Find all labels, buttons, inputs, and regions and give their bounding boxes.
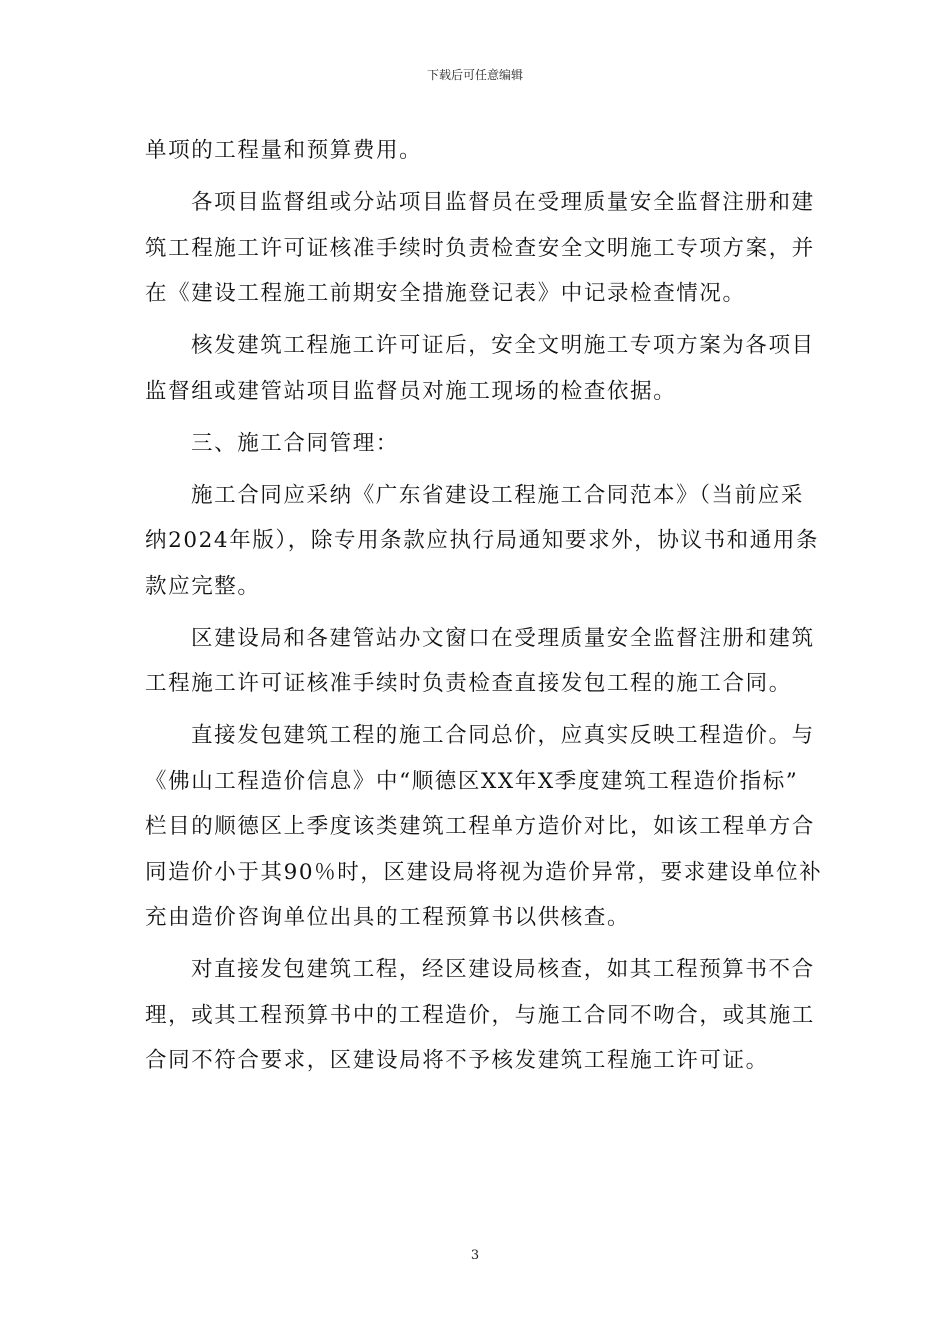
text-line: 充由造价咨询单位出具的工程预算书以供核查。 (145, 905, 631, 930)
text-line: 核发建筑工程施工许可证后，安全文明施工专项方案为各项目 (191, 333, 815, 358)
text-line: 施工合同应采纳《广东省建设工程施工合同范本》（当前应采 (191, 482, 804, 508)
text-line: 工程施工许可证核准手续时负责检查直接发包工程的施工合同。 (145, 671, 792, 696)
paragraph (145, 713, 823, 941)
text-line: 各项目监督组或分站项目监督员在受理质量安全监督注册和建 (191, 190, 815, 215)
text-line: 对直接发包建筑工程，经区建设局核查，如其工程预算书不合 (191, 957, 815, 982)
text-line: 三、施工合同管理： (191, 430, 399, 456)
document-body (145, 128, 823, 1090)
page-number: 3 (470, 1248, 480, 1263)
text-line: 理，或其工程预算书中的工程造价，与施工合同不吻合，或其施工 (145, 1002, 815, 1028)
paragraph (145, 323, 815, 414)
paragraph (145, 128, 810, 174)
page-header: 下载后可任意编辑 (426, 68, 523, 82)
text-line: 款应完整。 (145, 573, 261, 599)
text-line: 在《建设工程施工前期安全措施登记表》中记录检查情况。 (145, 281, 746, 306)
paragraph (145, 947, 815, 1084)
text-line: 同造价小于其90％时，区建设局将视为造价异常，要求建设单位补 (145, 859, 823, 885)
text-line: 栏目的顺德区上季度该类建筑工程单方造价对比，如该工程单方合 (145, 814, 815, 839)
text-line: 单项的工程量和预算费用。 (145, 138, 423, 163)
text-line: 直接发包建筑工程的施工合同总价，应真实反映工程造价。与 (191, 723, 815, 748)
text-line: 合同不符合要求，区建设局将不予核发建筑工程施工许可证。 (145, 1048, 769, 1073)
text-line: 筑工程施工许可证核准手续时负责检查安全文明施工专项方案，并 (145, 235, 815, 261)
text-line: 纳2024年版），除专用条款应执行局通知要求外，协议书和通用条 (145, 528, 820, 553)
section-heading (145, 421, 810, 467)
text-line: 区建设局和各建管站办文窗口在受理质量安全监督注册和建筑 (191, 625, 815, 651)
text-line: 《佛山工程造价信息》中“顺德区XX年X季度建筑工程造价指标” (145, 768, 799, 794)
paragraph (145, 616, 815, 707)
paragraph (145, 473, 820, 610)
paragraph (145, 180, 815, 317)
text-line: 监督组或建管站项目监督员对施工现场的检查依据。 (145, 378, 677, 404)
